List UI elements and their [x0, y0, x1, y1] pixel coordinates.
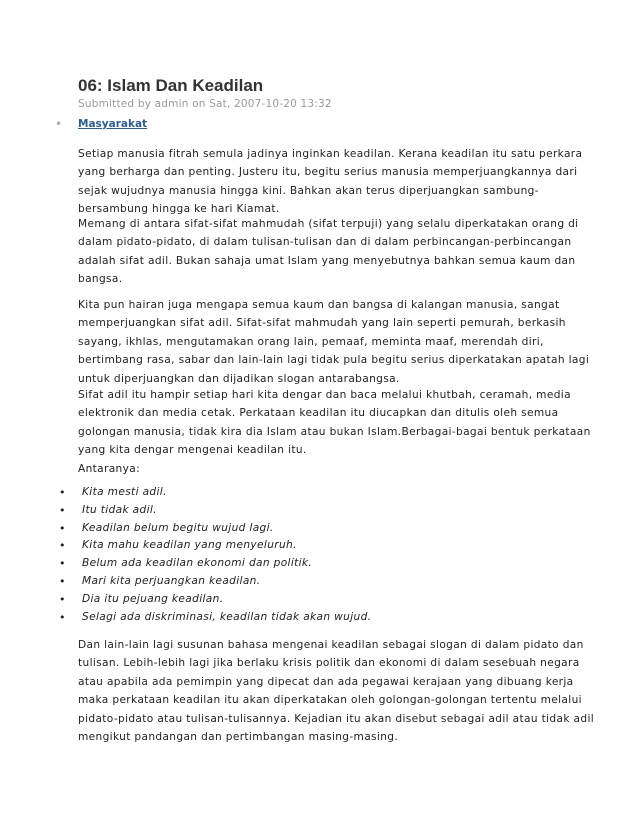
text-line: memperjuangkan sifat adil. Sifat-sifat mahmudah yang lain seperti pemurah, berkasih: [78, 317, 566, 330]
text-line: Sifat adil itu hampir setiap hari kita dengar dan baca melalui khutbah, ceramah, media: [78, 389, 571, 401]
paragraph-2: [78, 215, 579, 289]
text-line: Setiap manusia fitrah semula jadinya inginkan keadilan. Kerana keadilan itu satu perkara: [78, 148, 583, 160]
list-item: [55, 555, 535, 573]
bullet-icon: •: [59, 592, 66, 606]
list-item: [55, 502, 535, 520]
bullet-icon: •: [59, 539, 66, 553]
bullet-icon: •: [59, 574, 66, 588]
text-line: yang kita dengar mengenai keadilan itu.: [78, 444, 307, 457]
tag-link-masyarakat[interactable]: Masyarakat: [78, 118, 148, 130]
list-item-text: Keadilan belum begitu wujud lagi.: [82, 521, 274, 534]
text-line: yang berharga dan penting. Justeru itu, begitu serius manusia memperjuangkannya dari: [78, 166, 578, 179]
text-line: Kita pun hairan juga mengapa semua kaum dan bangsa di kalangan manusia, sangat: [78, 299, 560, 311]
paragraph-3: [78, 296, 590, 388]
text-line: untuk diperjuangkan dan dijadikan slogan antarabangsa.: [78, 372, 400, 385]
text-line: maka perkataan keadilan itu akan diperkatakan oleh golongan-golongan tertentu melalui: [78, 694, 582, 707]
text-line: tulisan. Lebih-lebih lagi jika berlaku krisis politik dan ekonomi di dalam sesebuah negara: [78, 657, 580, 670]
tag-bullet-icon: •: [55, 117, 63, 131]
article-title: 06: Islam Dan Keadilan: [78, 76, 264, 95]
text-line: Memang di antara sifat-sifat mahmudah (sifat terpuji) yang selalu diperkatakan orang di: [78, 218, 579, 230]
text-line: atau apabila ada pemimpin yang dipecat dan ada pegawai kerajaan yang dibuang kerja: [78, 675, 574, 688]
slogan-list: [55, 484, 535, 626]
text-line: sejak wujudnya manusia hingga kini. Bahkan akan terus diperjuangkan sambung-: [78, 184, 539, 197]
tag-list: [55, 116, 455, 132]
list-item: [55, 591, 535, 609]
submission-meta: Submitted by admin on Sat, 2007-10-20 13:32: [78, 98, 332, 110]
list-item: [55, 573, 535, 591]
text-line: Dan lain-lain lagi susunan bahasa mengenai keadilan sebagai slogan di dalam pidato dan: [78, 639, 584, 651]
list-item-text: Belum ada keadilan ekonomi dan politik.: [82, 557, 313, 570]
text-line: sayang, ikhlas, mengutamakan orang lain, pemaaf, meminta maaf, merendah diri,: [78, 335, 544, 348]
bullet-icon: •: [59, 610, 66, 624]
list-item-text: Kita mahu keadilan yang menyeluruh.: [82, 539, 297, 552]
paragraph-1: [78, 145, 583, 219]
list-item: [55, 537, 535, 555]
list-item-text: Itu tidak adil.: [82, 503, 157, 516]
list-item-text: Selagi ada diskriminasi, keadilan tidak akan wujud.: [82, 610, 372, 623]
text-line: Antaranya:: [78, 462, 140, 475]
text-line: mengikut pandangan dan pertimbangan masing-masing.: [78, 731, 399, 744]
bullet-icon: •: [59, 486, 66, 499]
text-line: elektronik dan media cetak. Perkataan keadilan itu diucapkan dan ditulis oleh semua: [78, 407, 559, 420]
text-line: golongan manusia, tidak kira dia Islam atau bukan Islam.Berbagai-bagai bentuk perkataan: [78, 425, 591, 438]
text-line: adalah sifat adil. Bukan sahaja umat Islam yang menyebutnya bahkan semua kaum dan: [78, 254, 576, 267]
bullet-icon: •: [59, 503, 66, 517]
list-item-text: Mari kita perjuangkan keadilan.: [82, 574, 261, 587]
text-line: bertimbang rasa, sabar dan lain-lain lagi tidak pula begitu serius diperkatakan apatah lagi: [78, 354, 590, 367]
bullet-icon: •: [59, 521, 66, 535]
text-line: pidato-pidato atau tulisan-tulisannya. Kejadian itu akan disebut sebagai adil atau tidak adil: [78, 712, 595, 725]
list-item: [55, 520, 535, 538]
list-item-text: Kita mesti adil.: [82, 486, 167, 498]
list-item: [55, 609, 535, 627]
paragraph-5: [78, 636, 595, 746]
text-line: dalam pidato-pidato, di dalam tulisan-tulisan dan di dalam perbincangan-perbincangan: [78, 236, 572, 249]
text-line: bersambung hingga ke hari Kiamat.: [78, 203, 280, 216]
text-line: bangsa.: [78, 273, 123, 286]
list-item: [55, 484, 535, 502]
bullet-icon: •: [59, 557, 66, 571]
paragraph-4: [78, 386, 591, 478]
list-item-text: Dia itu pejuang keadilan.: [82, 592, 224, 605]
